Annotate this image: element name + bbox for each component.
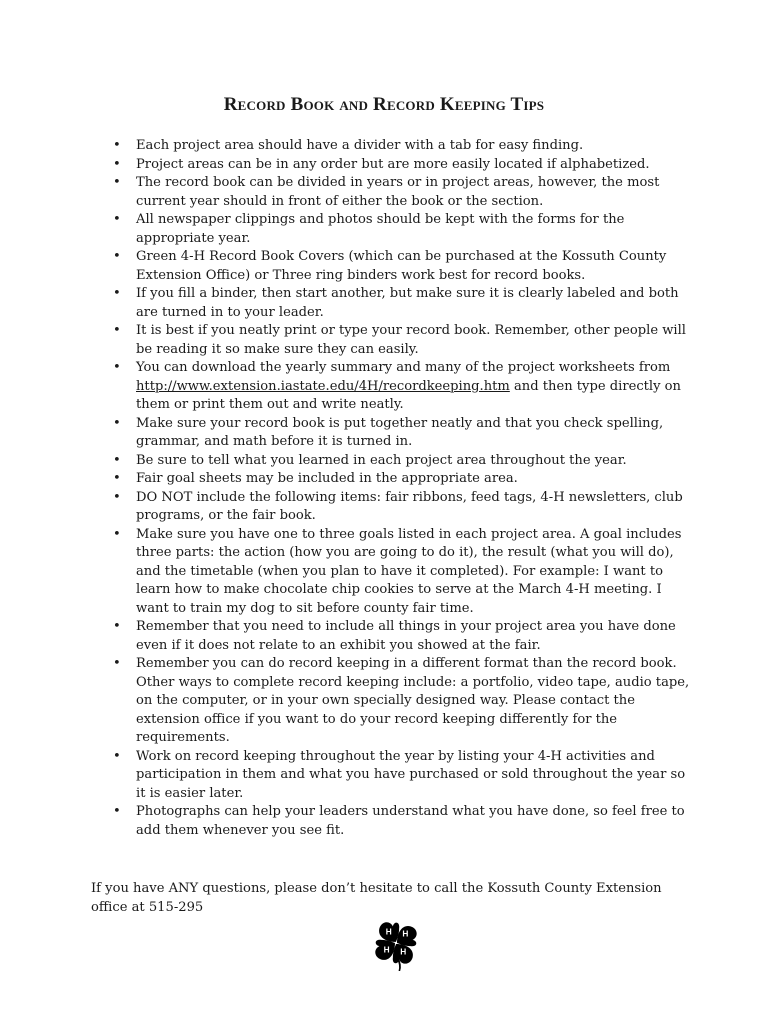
bullet-icon: • (113, 286, 121, 301)
bullet-icon: • (113, 138, 121, 153)
bullet-icon: • (113, 175, 121, 190)
list-item (91, 489, 691, 526)
tip-text: Green 4-H Record Book Covers (which can be purchased at the Kossuth County Extension Office) or Three ring binders work best for record books. (136, 249, 667, 283)
bullet-icon: • (113, 156, 121, 172)
list-item (91, 174, 691, 211)
tip-text: Fair goal sheets may be included in the appropriate area. (136, 471, 518, 486)
bullet-icon: • (113, 748, 121, 764)
bullet-icon: • (113, 804, 121, 819)
bullet-icon: • (113, 212, 121, 227)
recordkeeping-link[interactable]: http://www.extension.iastate.edu/4H/recordkeeping.htm (136, 378, 510, 394)
bullet-icon: • (113, 360, 121, 375)
list-item (91, 618, 691, 655)
bullet-icon: • (113, 526, 121, 542)
tip-text: Project areas can be in any order but are more easily located if alphabetized. (136, 156, 650, 172)
list-item (91, 748, 691, 804)
contact-footer: If you have ANY questions, please don’t hesitate to call the Kossuth County Extension office at 515-295 (91, 881, 662, 915)
bullet-icon: • (113, 489, 121, 505)
list-item (91, 415, 691, 452)
tips-list (91, 137, 691, 840)
list-item (91, 156, 691, 175)
page-title: Record Book and Record Keeping Tips (223, 94, 545, 115)
list-item (91, 137, 691, 156)
tip-text: If you fill a binder, then start another, but make sure it is clearly labeled and both are turned in to your leader. (136, 286, 679, 320)
bullet-icon: • (113, 471, 121, 486)
bullet-icon: • (113, 323, 121, 338)
list-item (91, 322, 691, 359)
bullet-icon: • (113, 452, 121, 468)
four-leaf-clover-4h-icon (370, 917, 422, 971)
list-item (91, 470, 691, 489)
tip-text-after: and then type directly on them or print them out and write neatly. (136, 378, 681, 412)
tip-text: Be sure to tell what you learned in each project area throughout the year. (136, 452, 627, 468)
logo-letter: H (400, 946, 407, 957)
bullet-icon: • (113, 619, 121, 634)
tip-text: It is best if you neatly print or type your record book. Remember, other people will be reading it so make sure they can easily. (136, 323, 686, 357)
list-item (91, 359, 691, 415)
tip-text-before: You can download the yearly summary and many of the project worksheets from (136, 360, 671, 375)
bullet-icon: • (113, 249, 121, 264)
logo-letter: H (383, 944, 390, 955)
tip-text: Make sure you have one to three goals listed in each project area. A goal includes three parts: the action (how you are going to do it), the result (what you will do), and the timetable (when you plan to have it completed). For example: I want to learn how to make chocolate chip cookies to serve at the March 4-H meeting. I want to train my dog to sit before county fair time. (136, 526, 682, 616)
list-item (91, 655, 691, 748)
tip-text: Photographs can help your leaders understand what you have done, so feel free to add them whenever you see fit. (136, 804, 685, 838)
list-item (91, 285, 691, 322)
list-item (91, 248, 691, 285)
list-item (91, 526, 691, 619)
logo-letter: H (402, 928, 409, 939)
tip-text: The record book can be divided in years or in project areas, however, the most current year should in front of either the book or the section. (136, 175, 660, 209)
list-item (91, 452, 691, 471)
tip-text: Remember that you need to include all things in your project area you have done even if it does not relate to an exhibit you showed at the fair. (136, 619, 676, 653)
tip-text: All newspaper clippings and photos should be kept with the forms for the appropriate year. (136, 212, 625, 246)
bullet-icon: • (113, 415, 121, 431)
tip-text: Remember you can do record keeping in a different format than the record book. Other ways to complete record keeping include: a portfolio, video tape, audio tape, on the computer, or in your own specially designed way. Please contact the extension office if you want to do your record keeping differently for the requirements. (136, 656, 690, 745)
bullet-icon: • (113, 656, 121, 671)
tip-text: Make sure your record book is put together neatly and that you check spelling, grammar, and math before it is turned in. (136, 415, 664, 449)
tip-text: DO NOT include the following items: fair ribbons, feed tags, 4-H newsletters, club programs, or the fair book. (136, 489, 683, 523)
list-item (91, 211, 691, 248)
tip-text: Each project area should have a divider with a tab for easy finding. (136, 138, 584, 153)
logo-letter: H (385, 926, 392, 937)
list-item (91, 803, 691, 840)
tip-text (136, 360, 681, 412)
tip-text: Work on record keeping throughout the year by listing your 4-H activities and participation in them and what you have purchased or sold throughout the year so it is easier later. (136, 748, 686, 801)
